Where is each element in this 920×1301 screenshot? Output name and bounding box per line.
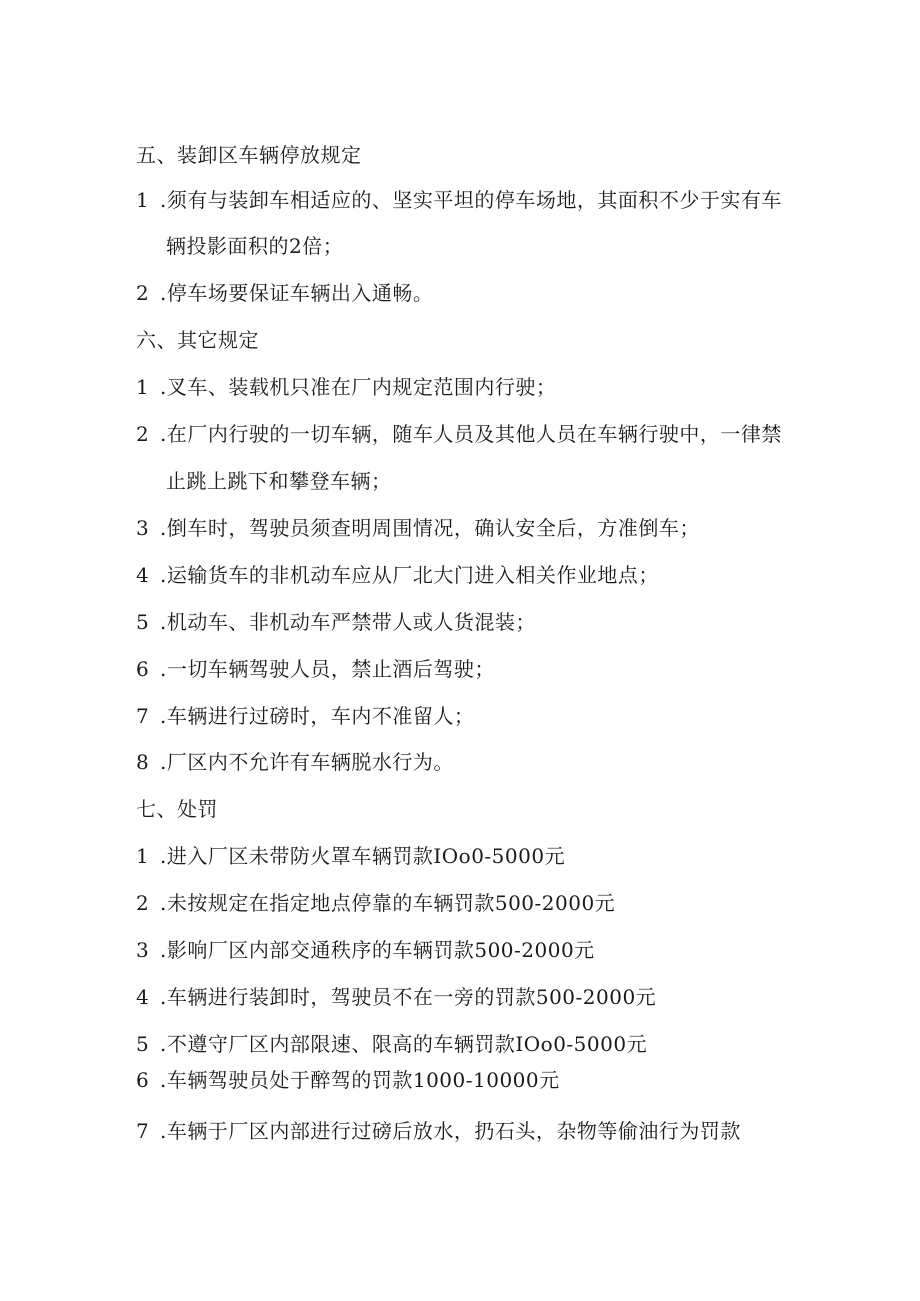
list-item bbox=[136, 1066, 560, 1094]
list-item bbox=[136, 936, 595, 964]
item-continuation: 辆投影面积的2倍； bbox=[166, 234, 344, 258]
item-number: 2 bbox=[136, 422, 150, 446]
item-text: .车辆进行过磅时，车内不准留人； bbox=[160, 704, 475, 728]
item-number: 6 bbox=[136, 1068, 150, 1092]
list-item bbox=[136, 889, 615, 917]
item-text: .进入厂区未带防火罩车辆罚款IOo0-5000元 bbox=[160, 844, 566, 868]
item-number: 3 bbox=[136, 516, 150, 540]
item-text: .厂区内不允许有车辆脱水行为。 bbox=[160, 750, 454, 774]
item-text: .在厂内行驶的一切车辆，随车人员及其他人员在车辆行驶中，一律禁 bbox=[160, 422, 782, 446]
item-text: .车辆驾驶员处于醉驾的罚款1000-10000元 bbox=[160, 1068, 560, 1092]
item-text: .停车场要保证车辆出入通畅。 bbox=[160, 281, 434, 305]
list-item bbox=[136, 279, 433, 307]
list-item bbox=[136, 702, 474, 730]
item-number: 1 bbox=[136, 375, 150, 399]
item-text: .车辆于厂区内部进行过磅后放水，扔石头，杂物等偷油行为罚款 bbox=[160, 1119, 741, 1143]
list-item bbox=[136, 420, 782, 448]
list-item bbox=[136, 514, 700, 542]
item-number: 1 bbox=[136, 188, 150, 212]
list-item bbox=[136, 842, 565, 870]
item-number: 4 bbox=[136, 985, 150, 1009]
item-text: .不遵守厂区内部限速、限高的车辆罚款IOo0-5000元 bbox=[160, 1032, 648, 1056]
item-number: 3 bbox=[136, 938, 150, 962]
item-text: .须有与装卸车相适应的、坚实平坦的停车场地，其面积不少于实有车 bbox=[160, 188, 782, 212]
list-item bbox=[136, 748, 454, 776]
list-item bbox=[136, 1030, 647, 1058]
list-item bbox=[136, 983, 656, 1011]
section-heading-other-rules: 六、其它规定 bbox=[136, 328, 259, 352]
item-number: 4 bbox=[136, 563, 150, 587]
item-text: .倒车时，驾驶员须查明周围情况，确认安全后，方准倒车； bbox=[160, 516, 700, 540]
list-item bbox=[136, 1117, 741, 1145]
item-number: 1 bbox=[136, 844, 150, 868]
item-number: 8 bbox=[136, 750, 150, 774]
item-text: .运输货车的非机动车应从厂北大门进入相关作业地点； bbox=[160, 563, 659, 587]
item-text: .未按规定在指定地点停靠的车辆罚款500-2000元 bbox=[160, 891, 616, 915]
item-text: .车辆进行装卸时，驾驶员不在一旁的罚款500-2000元 bbox=[160, 985, 657, 1009]
list-item bbox=[136, 373, 556, 401]
section-heading-penalties: 七、处罚 bbox=[136, 797, 218, 821]
item-continuation: 止跳上跳下和攀登车辆； bbox=[166, 469, 392, 493]
item-number: 6 bbox=[136, 657, 150, 681]
section-heading-parking: 五、装卸区车辆停放规定 bbox=[136, 143, 362, 167]
item-text: .机动车、非机动车严禁带人或人货混装； bbox=[160, 610, 536, 634]
list-item bbox=[136, 186, 782, 214]
item-number: 2 bbox=[136, 891, 150, 915]
list-item bbox=[136, 655, 495, 683]
item-text: .影响厂区内部交通秩序的车辆罚款500-2000元 bbox=[160, 938, 595, 962]
list-item bbox=[136, 561, 659, 589]
item-number: 7 bbox=[136, 1119, 150, 1143]
list-item bbox=[136, 608, 536, 636]
item-number: 2 bbox=[136, 281, 150, 305]
item-text: .一切车辆驾驶人员，禁止酒后驾驶； bbox=[160, 657, 495, 681]
item-number: 7 bbox=[136, 704, 150, 728]
item-number: 5 bbox=[136, 610, 150, 634]
item-number: 5 bbox=[136, 1032, 150, 1056]
item-text: .叉车、装载机只准在厂内规定范围内行驶； bbox=[160, 375, 557, 399]
